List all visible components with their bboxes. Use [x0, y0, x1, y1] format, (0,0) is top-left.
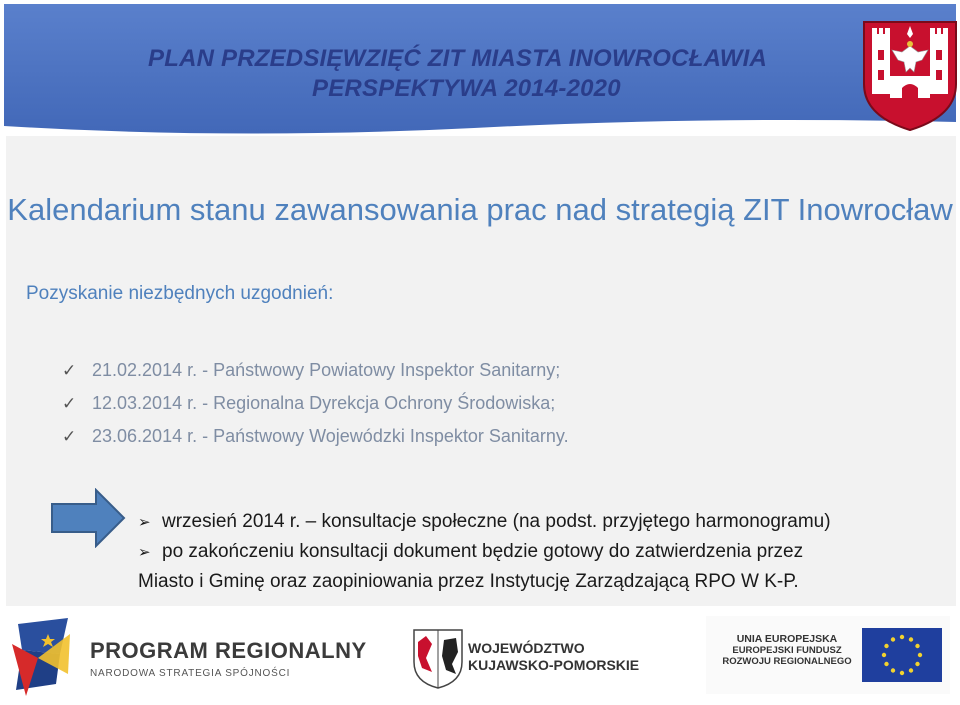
- eu-line2: EUROPEJSKI FUNDUSZ: [732, 645, 842, 656]
- checklist-item: [62, 387, 569, 420]
- list-item-text: wrzesień 2014 r. – konsultacje społeczne (na podst. przyjętego harmonogramu): [162, 511, 831, 532]
- footer-logos: [0, 606, 960, 705]
- wojewodztwo-crest-icon: [412, 628, 464, 690]
- list-item-text: Miasto i Gminę oraz zaopiniowania przez Instytucję Zarządzającą RPO W K-P.: [138, 571, 799, 592]
- wojewodztwo-text: [468, 640, 639, 674]
- approvals-checklist: [62, 354, 569, 453]
- banner-title-line2: PERSPEKTYWA 2014-2020: [312, 75, 621, 102]
- inowroclaw-coat-of-arms-icon: [862, 20, 958, 132]
- checklist-item-text: 21.02.2014 r. - Państwowy Powiatowy Inspektor Sanitarny;: [92, 360, 561, 380]
- list-item-continuation: [138, 567, 948, 596]
- program-regionalny-subtitle: NARODOWA STRATEGIA SPÓJNOŚCI: [90, 668, 291, 679]
- next-steps-list: [138, 507, 948, 596]
- checklist-item-text: 23.06.2014 r. - Państwowy Wojewódzki Inspektor Sanitarny.: [92, 426, 569, 446]
- banner-title-line1: PLAN PRZEDSIĘWZIĘĆ ZIT MIASTA INOWROCŁAWIA: [148, 45, 768, 72]
- eu-flag-icon: [862, 628, 942, 682]
- page-title: Kalendarium stanu zawansowania prac nad strategią ZIT Inowrocław: [7, 192, 953, 227]
- wojewodztwo-line2: KUJAWSKO-POMORSKIE: [468, 657, 640, 673]
- section-subtitle: Pozyskanie niezbędnych uzgodnień:: [26, 283, 334, 304]
- eu-fund-text: [714, 634, 860, 667]
- checklist-item: [62, 420, 569, 453]
- checkmark-icon: ✓: [62, 426, 77, 446]
- checklist-item-text: 12.03.2014 r. - Regionalna Dyrekcja Ochrony Środowiska;: [92, 393, 556, 413]
- wojewodztwo-line1: WOJEWÓDZTWO: [468, 640, 585, 656]
- checkmark-icon: ✓: [62, 393, 77, 413]
- list-item: [138, 537, 948, 567]
- checkmark-icon: ✓: [62, 360, 77, 380]
- wojewodztwo-logo: [400, 612, 650, 702]
- program-regionalny-logo: [6, 612, 367, 702]
- checklist-item: [62, 354, 569, 387]
- header-banner: [4, 4, 956, 134]
- eu-line1: UNIA EUROPEJSKA: [736, 633, 838, 645]
- eu-fund-logo: [706, 616, 950, 694]
- program-regionalny-emblem-icon: [8, 614, 84, 700]
- list-item: [138, 507, 948, 537]
- arrow-bullet-icon: ➢: [138, 514, 151, 531]
- program-regionalny-title: PROGRAM REGIONALNY: [90, 638, 367, 663]
- eu-line3: ROZWOJU REGIONALNEGO: [722, 656, 852, 667]
- right-arrow-icon: [50, 488, 126, 553]
- banner-title: [148, 44, 848, 104]
- list-item-text: po zakończeniu konsultacji dokument będzie gotowy do zatwierdzenia przez: [162, 541, 804, 562]
- arrow-bullet-icon: ➢: [138, 544, 151, 561]
